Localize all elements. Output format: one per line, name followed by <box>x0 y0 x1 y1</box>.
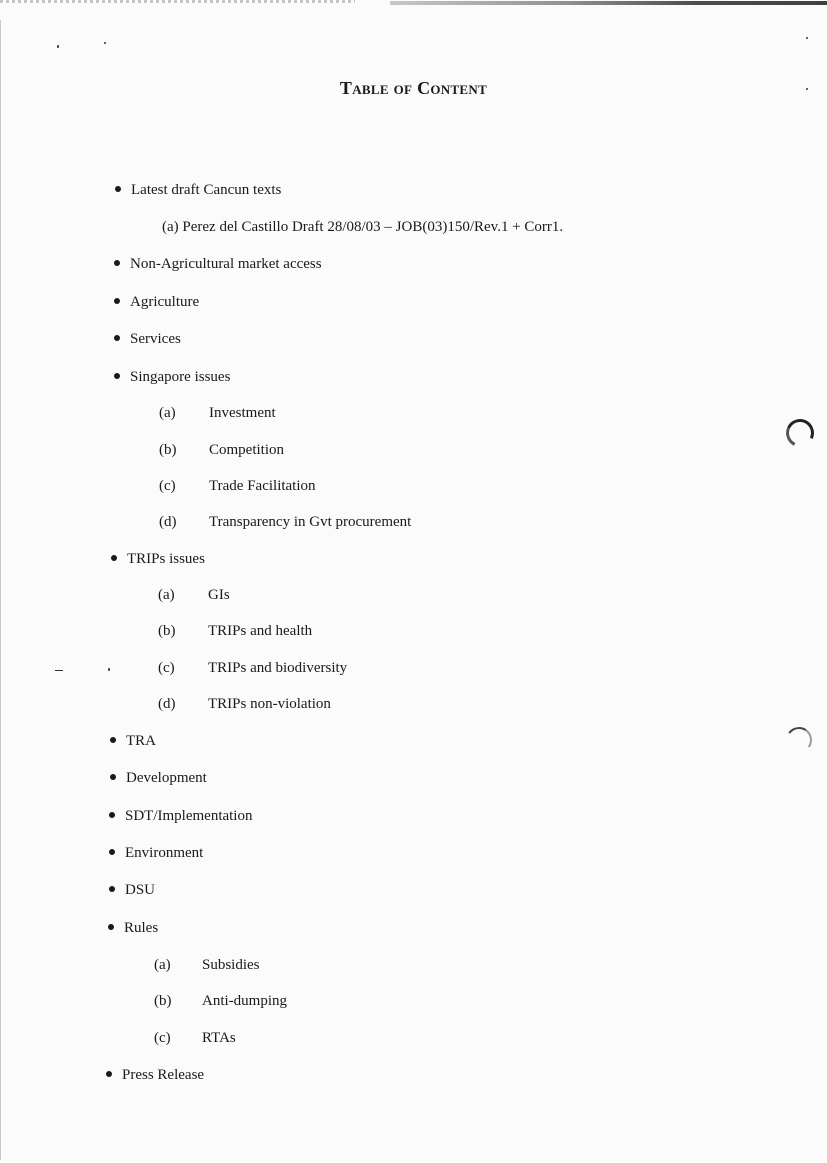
toc-subitem-letter: (d) <box>159 514 177 530</box>
bullet-icon <box>110 737 116 743</box>
bullet-icon <box>115 186 121 192</box>
bullet-icon <box>110 774 116 780</box>
toc-subitem <box>159 513 411 531</box>
toc-subitem-letter: (c) <box>159 478 176 494</box>
toc-item <box>108 919 158 937</box>
toc-item-label: Singapore issues <box>130 369 231 385</box>
toc-item-label: DSU <box>125 882 156 898</box>
toc-item <box>114 330 181 348</box>
toc-subitem-letter: (b) <box>154 993 172 1009</box>
toc-subitem <box>154 956 260 974</box>
bullet-icon <box>109 849 115 855</box>
toc-item <box>111 550 205 568</box>
toc-subitem-letter: (b) <box>159 442 177 458</box>
bullet-icon <box>109 812 115 818</box>
punch-hole-mark <box>782 415 818 451</box>
toc-subitem-letter: (d) <box>158 696 176 712</box>
toc-subitem-label: Subsidies <box>202 957 260 973</box>
toc-item <box>110 769 207 787</box>
bullet-icon <box>106 1071 112 1077</box>
toc-subitem <box>158 586 230 604</box>
toc-item <box>106 1066 204 1084</box>
scan-speck <box>55 670 63 671</box>
toc-item <box>115 181 281 199</box>
toc-item <box>109 881 155 899</box>
toc-subitem <box>159 477 316 495</box>
page-title: Table of Content <box>339 78 488 98</box>
toc-item <box>114 293 199 311</box>
toc-item <box>110 732 156 750</box>
toc-item <box>114 255 322 273</box>
toc-subitem-label: RTAs <box>202 1030 236 1046</box>
toc-item-label: Rules <box>124 920 159 936</box>
toc-item-label: Development <box>126 770 207 786</box>
toc-item-label: TRIPs issues <box>127 551 205 567</box>
toc-subitem <box>158 659 347 677</box>
toc-subitem-letter: (a) <box>158 587 175 603</box>
page-edge <box>0 20 1 1160</box>
bullet-icon <box>108 924 114 930</box>
toc-subitem-letter: (c) <box>158 660 175 676</box>
toc-item-label: Non-Agricultural market access <box>130 256 322 272</box>
punch-hole-mark <box>784 725 814 755</box>
toc-subitem <box>158 622 312 640</box>
toc-subitem <box>158 695 331 713</box>
toc-subitem-label: Investment <box>209 405 276 421</box>
toc-subitem-letter: (c) <box>154 1030 171 1046</box>
toc-item-label: Environment <box>125 845 204 861</box>
toc-subitem <box>154 1029 236 1047</box>
bullet-icon <box>114 373 120 379</box>
toc-item-label: Agriculture <box>130 294 200 310</box>
toc-subitem-letter: (a) <box>159 405 176 421</box>
toc-subitem <box>159 441 284 459</box>
toc-item <box>109 807 252 825</box>
toc-subitem <box>159 404 276 422</box>
toc-subitem <box>154 992 287 1010</box>
toc-item-label: TRA <box>126 733 156 749</box>
toc-subitem-label: TRIPs non-violation <box>208 696 331 712</box>
scan-streak <box>390 1 827 5</box>
bullet-icon <box>109 886 115 892</box>
toc-subitem-label: TRIPs and biodiversity <box>208 660 348 676</box>
toc-note-text: (a) Perez del Castillo Draft 28/08/03 – JOB(03)150/Rev.1 + Corr1. <box>162 219 564 235</box>
toc-item <box>109 844 203 862</box>
scan-speck <box>108 668 110 671</box>
bullet-icon <box>114 260 120 266</box>
bullet-icon <box>111 555 117 561</box>
toc-subitem-letter: (b) <box>158 623 176 639</box>
scan-speck <box>104 42 106 44</box>
toc-subitem-label: Anti-dumping <box>202 993 287 1009</box>
bullet-icon <box>114 298 120 304</box>
scan-streak <box>0 0 355 3</box>
toc-item-label: Latest draft Cancun texts <box>131 182 282 198</box>
toc-item-label: Services <box>130 331 181 347</box>
scan-speck <box>57 45 59 48</box>
toc-subitem-label: GIs <box>208 587 230 603</box>
scan-speck <box>806 37 808 39</box>
toc-subitem-label: Transparency in Gvt procurement <box>209 514 412 530</box>
bullet-icon <box>114 335 120 341</box>
toc-subitem-label: Competition <box>209 442 284 458</box>
toc-item <box>114 368 230 386</box>
toc-item-label: Press Release <box>122 1067 205 1083</box>
toc-note <box>162 218 563 236</box>
toc-item-label: SDT/Implementation <box>125 808 253 824</box>
toc-subitem-label: Trade Facilitation <box>209 478 316 494</box>
toc-subitem-label: TRIPs and health <box>208 623 313 639</box>
toc-subitem-letter: (a) <box>154 957 171 973</box>
